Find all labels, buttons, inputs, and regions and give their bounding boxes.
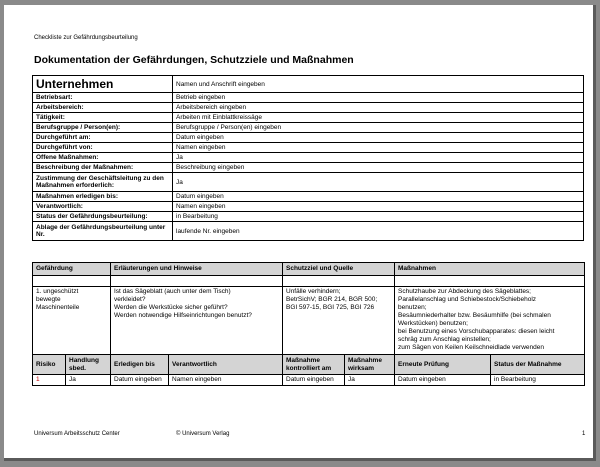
- hazard-cell: 1. ungeschützt bewegte Maschinenteile: [33, 287, 111, 358]
- info-label: Zustimmung der Geschäftsleitung zu den Maßnahmen erforderlich:: [33, 173, 173, 192]
- info-row: [33, 123, 584, 133]
- risk-header-cell: Verantwortlich: [169, 355, 283, 375]
- info-value[interactable]: Beschreibung eingeben: [173, 163, 584, 173]
- info-row: [33, 212, 584, 222]
- hazard-row: [33, 287, 585, 358]
- company-heading-value[interactable]: Namen und Anschrift eingeben: [173, 76, 584, 93]
- measure-status-value[interactable]: in Bearbeitung: [491, 375, 585, 386]
- info-label: Maßnahmen erledigen bis:: [33, 192, 173, 202]
- info-value[interactable]: Arbeitsbereich eingeben: [173, 103, 584, 113]
- info-value[interactable]: Ja: [173, 153, 584, 163]
- action-required-value[interactable]: Ja: [66, 375, 111, 386]
- explanation-cell: Ist das Sägeblatt (auch unter dem Tisch) verkleidet? Werden die Werkstücke sicher geführt? Werden notwendige Hilfseinrichtungen benutzt?: [111, 287, 283, 358]
- effective-value[interactable]: Ja: [345, 375, 395, 386]
- checked-on-value[interactable]: Datum eingeben: [283, 375, 345, 386]
- company-info-table: [32, 75, 584, 241]
- info-label: Arbeitsbereich:: [33, 103, 173, 113]
- footer-publisher: Universum Arbeitsschutz Center: [34, 431, 120, 437]
- document-page: [4, 5, 596, 461]
- info-label: Durchgeführt am:: [33, 133, 173, 143]
- protection-goal-cell: Unfälle verhindern; BetrSichV; BGR 214, BGR 500; BGI 597-15, BGI 725, BGI 726: [283, 287, 395, 358]
- info-value[interactable]: Datum eingeben: [173, 192, 584, 202]
- page-number: 1: [582, 431, 586, 437]
- info-value[interactable]: Berufsgruppe / Person(en) eingeben: [173, 123, 584, 133]
- responsible-value[interactable]: Namen eingeben: [169, 375, 283, 386]
- risk-value[interactable]: 1: [33, 375, 66, 386]
- risk-header-cell: Handlung sbed.: [66, 355, 111, 375]
- hazard-header-cell: Erläuterungen und Hinweise: [111, 263, 283, 276]
- info-row: [33, 93, 584, 103]
- hazard-header-cell: Gefährdung: [33, 263, 111, 276]
- info-value[interactable]: Namen eingeben: [173, 202, 584, 212]
- info-value[interactable]: Arbeiten mit Einblattkreissäge: [173, 113, 584, 123]
- recheck-value[interactable]: Datum eingeben: [395, 375, 491, 386]
- info-label: Tätigkeit:: [33, 113, 173, 123]
- info-value[interactable]: Ja: [173, 173, 584, 192]
- risk-header-cell: Risiko: [33, 355, 66, 375]
- info-row: [33, 163, 584, 173]
- risk-value-row: [33, 375, 585, 386]
- info-value[interactable]: laufende Nr. eingeben: [173, 222, 584, 241]
- due-date-value[interactable]: Datum eingeben: [111, 375, 169, 386]
- info-row: [33, 192, 584, 202]
- info-row: [33, 103, 584, 113]
- hazard-header-cell: Maßnahmen: [395, 263, 585, 276]
- measures-cell[interactable]: Schutzhaube zur Abdeckung des Sägeblattes; Parallelanschlag und Schiebestock/Schiebeholz benutzen; Besäumniederhalter bzw. Besäumhilfe (bei schmalen Werkstücken) benutzen; bei Benutzung eines Vorschubapparates: diesen leicht schräg zum Anschlag einstellen; zum Sägen von Keilen Keilschneidlade verwenden: [395, 287, 585, 358]
- info-row: [33, 143, 584, 153]
- hazard-header-cell: Schutzziel und Quelle: [283, 263, 395, 276]
- risk-header-cell: Maßnahme wirksam: [345, 355, 395, 375]
- info-label: Verantwortlich:: [33, 202, 173, 212]
- footer-copyright: © Universum Verlag: [176, 431, 230, 437]
- risk-header-row: [33, 355, 585, 375]
- info-value[interactable]: Betrieb eingeben: [173, 93, 584, 103]
- risk-header-cell: Erneute Prüfung: [395, 355, 491, 375]
- info-label: Berufsgruppe / Person(en):: [33, 123, 173, 133]
- risk-header-cell: Erledigen bis: [111, 355, 169, 375]
- info-value[interactable]: Datum eingeben: [173, 133, 584, 143]
- info-label: Beschreibung der Maßnahmen:: [33, 163, 173, 173]
- info-label: Durchgeführt von:: [33, 143, 173, 153]
- info-value[interactable]: Namen eingeben: [173, 143, 584, 153]
- info-label: Status der Gefährdungsbeurteilung:: [33, 212, 173, 222]
- risk-header-cell: Maßnahme kontrolliert am: [283, 355, 345, 375]
- info-row: [33, 173, 584, 192]
- info-row: [33, 202, 584, 212]
- company-heading-label: Unternehmen: [33, 76, 173, 93]
- info-row: [33, 153, 584, 163]
- info-label: Betriebsart:: [33, 93, 173, 103]
- hazard-table: [32, 262, 585, 358]
- info-row: [33, 133, 584, 143]
- document-title: Dokumentation der Gefährdungen, Schutzziele und Maßnahmen: [34, 54, 354, 66]
- company-heading-row: [33, 76, 584, 93]
- hazard-spacer-row: [33, 276, 585, 287]
- info-row: [33, 222, 584, 241]
- hazard-header-row: [33, 263, 585, 276]
- info-label: Ablage der Gefährdungsbeurteilung unter Nr.: [33, 222, 173, 241]
- info-label: Offene Maßnahmen:: [33, 153, 173, 163]
- document-small-title: Checkliste zur Gefährdungsbeurteilung: [34, 35, 138, 41]
- risk-table: [32, 354, 585, 386]
- info-value[interactable]: in Bearbeitung: [173, 212, 584, 222]
- info-row: [33, 113, 584, 123]
- risk-header-cell: Status der Maßnahme: [491, 355, 585, 375]
